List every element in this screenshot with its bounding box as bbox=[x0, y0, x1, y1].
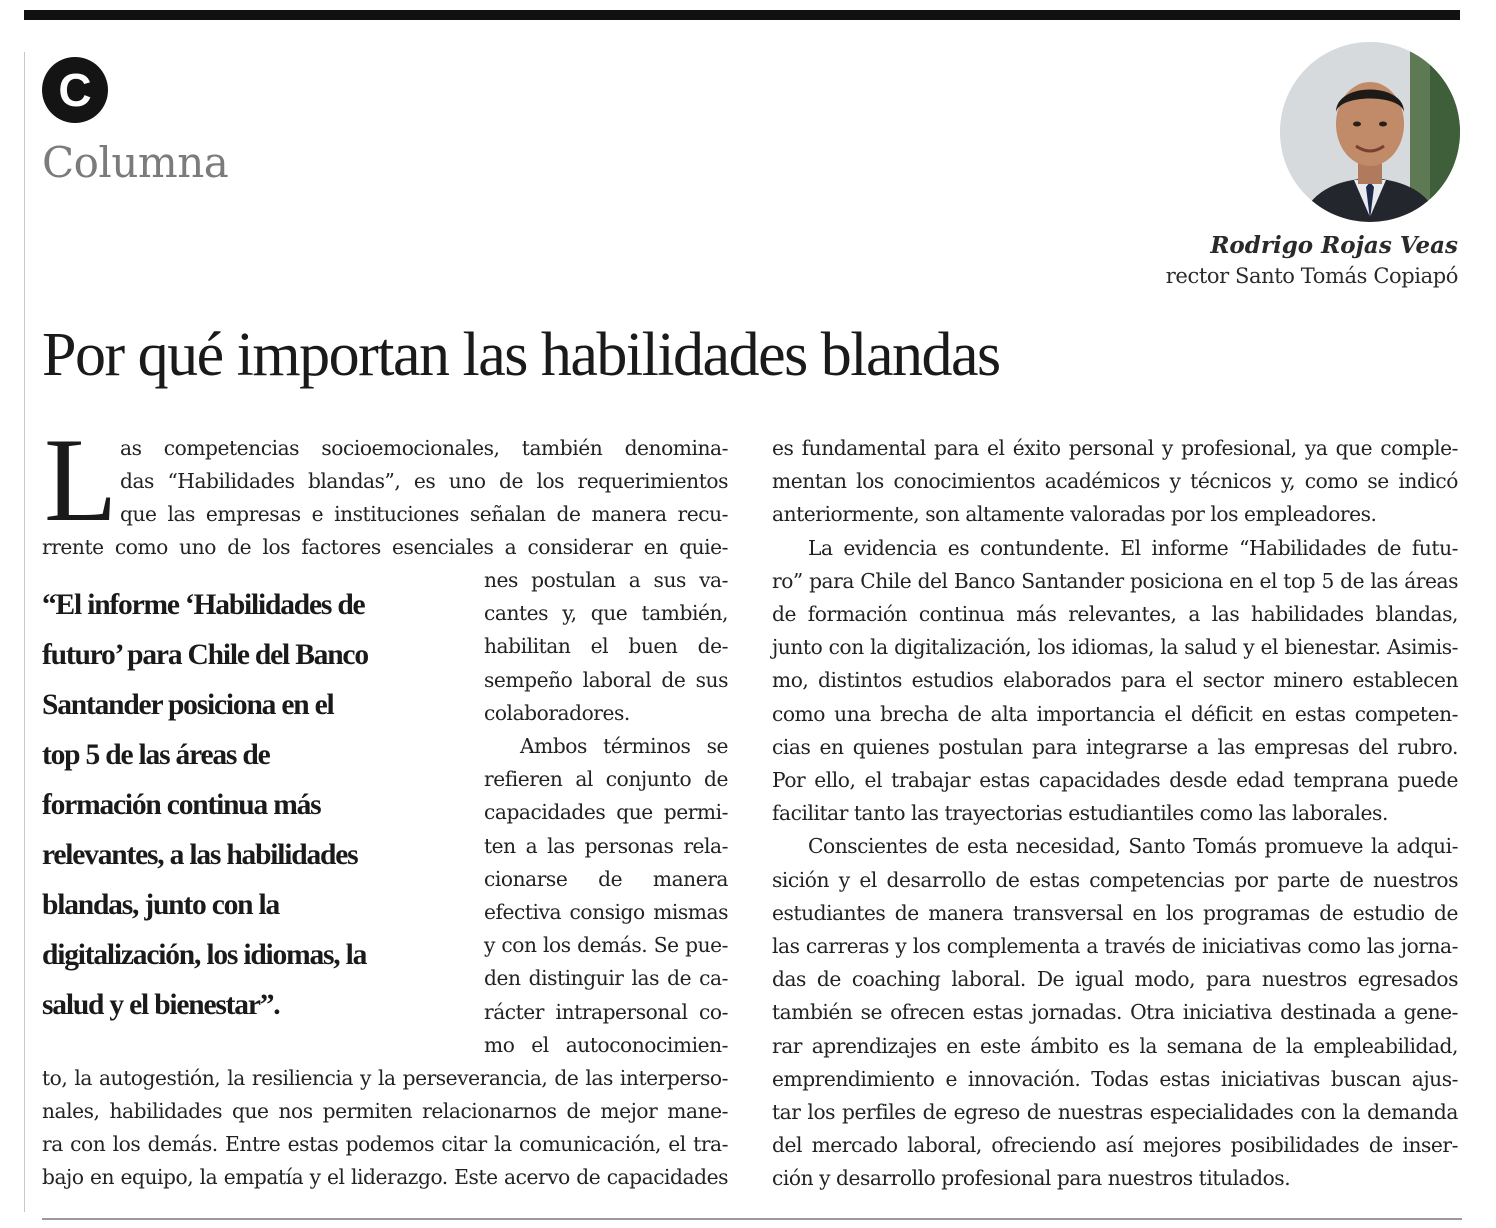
author-photo bbox=[1280, 42, 1460, 222]
article-headline: Por qué importan las habilidades blandas bbox=[42, 321, 1000, 389]
section-label: Columna bbox=[42, 138, 229, 187]
body-line: tar los perfiles de egreso de nuestras especialidades con la demanda bbox=[772, 1100, 1458, 1124]
body-line: ción y desarrollo profesional para nuestros titulados. bbox=[772, 1166, 1291, 1191]
body-line: mo, distintos estudios elaborados para el sector minero establecen bbox=[772, 668, 1458, 693]
section-badge: C bbox=[42, 57, 108, 123]
body-line: bajo en equipo, la empatía y el liderazgo. Este acervo de capacidades bbox=[42, 1165, 728, 1189]
body-line: nes postulan a sus va- bbox=[484, 568, 728, 592]
quote-line: top 5 de las áreas de bbox=[42, 739, 270, 771]
body-line: emprendimiento e innovación. Todas estas iniciativas buscan ajus- bbox=[772, 1066, 1458, 1091]
quote-line: relevantes, a las habilidades bbox=[42, 839, 358, 871]
body-line: junto con la digitalización, los idiomas, la salud y el bienestar. Asimis- bbox=[772, 635, 1458, 660]
body-line: facilitar tanto las trayectorias estudiantiles como las laborales. bbox=[772, 801, 1388, 826]
body-line: Por ello, el trabajar estas capacidades desde edad temprana puede bbox=[772, 768, 1458, 792]
body-line: y con los demás. Se pue- bbox=[484, 933, 728, 958]
body-line: las carreras y los complementa a través de iniciativas como las jorna- bbox=[772, 934, 1458, 958]
body-line: das “Habilidades blandas”, es uno de los requerimientos bbox=[120, 469, 728, 493]
body-line: cionarse de manera bbox=[484, 866, 728, 891]
body-line: mo el autoconocimien- bbox=[484, 1032, 728, 1057]
drop-cap: L bbox=[44, 413, 118, 546]
bottom-rule bbox=[42, 1218, 1462, 1220]
body-line: también se ofrecen estas jornadas. Otra iniciativa destinada a gene- bbox=[772, 1000, 1458, 1025]
top-rule bbox=[24, 10, 1460, 20]
author-name: Rodrigo Rojas Veas bbox=[1210, 232, 1458, 259]
left-margin-rule bbox=[24, 52, 25, 1212]
body-line: rrente como uno de los factores esenciales a considerar en quie- bbox=[42, 535, 728, 559]
quote-line: blandas, junto con la bbox=[42, 889, 280, 921]
body-line: refieren al conjunto de bbox=[484, 767, 728, 792]
body-line: as competencias socioemocionales, también denomina- bbox=[120, 436, 728, 460]
body-line: cias en quienes postulan para integrarse a las empresas del rubro. bbox=[772, 734, 1458, 759]
body-line: estudiantes de manera transversal en los programas de estudio de bbox=[772, 900, 1458, 925]
body-line: colaboradores. bbox=[484, 700, 630, 725]
body-line: es fundamental para el éxito personal y profesional, ya que comple- bbox=[772, 436, 1458, 460]
body-line: rar aprendizajes en este ámbito es la semana de la empleabilidad, bbox=[772, 1033, 1458, 1058]
body-line: habilitan el buen de- bbox=[484, 634, 728, 659]
body-line: Ambos términos se bbox=[520, 734, 728, 758]
body-line: sición y el desarrollo de estas competencias por parte de nuestros bbox=[772, 867, 1458, 892]
body-line: anteriormente, son altamente valoradas por los empleadores. bbox=[772, 502, 1377, 527]
body-line: nales, habilidades que nos permiten relacionarnos de mejor mane- bbox=[42, 1099, 728, 1123]
author-portrait-image bbox=[1280, 42, 1460, 222]
body-line: que las empresas e instituciones señalan de manera recu- bbox=[120, 502, 728, 526]
body-line: den distinguir las de ca- bbox=[484, 966, 728, 991]
body-line: mentan los conocimientos académicos y técnicos y, como se indicó bbox=[772, 469, 1458, 494]
quote-line: Santander posiciona en el bbox=[42, 689, 334, 721]
body-line: ro” para Chile del Banco Santander posiciona en el top 5 de las áreas bbox=[772, 568, 1458, 593]
quote-line: digitalización, los idiomas, la bbox=[42, 939, 367, 971]
body-line: rácter intrapersonal co- bbox=[484, 999, 728, 1024]
body-line: del mercado laboral, ofreciendo así mejores posibilidades de inser- bbox=[772, 1133, 1458, 1158]
body-line: ra con los demás. Entre estas podemos citar la comunicación, el tra- bbox=[42, 1132, 728, 1156]
body-line: Conscientes de esta necesidad, Santo Tomás promueve la adqui- bbox=[808, 834, 1458, 859]
body-line: das de coaching laboral. De igual modo, para nuestros egresados bbox=[772, 967, 1458, 992]
author-role: rector Santo Tomás Copiapó bbox=[1165, 264, 1458, 288]
quote-line: formación continua más bbox=[42, 789, 321, 821]
quote-line: futuro’ para Chile del Banco bbox=[42, 639, 368, 671]
body-line: to, la autogestión, la resiliencia y la perseverancia, de las interperso- bbox=[42, 1066, 728, 1090]
body-line: cantes y, que también, bbox=[484, 601, 728, 626]
body-line: sempeño laboral de sus bbox=[484, 667, 728, 692]
body-line: ten a las personas rela- bbox=[484, 833, 728, 858]
quote-line: “El informe ‘Habilidades de bbox=[42, 589, 365, 621]
body-line: efectiva consigo mismas bbox=[484, 900, 728, 924]
body-line: como una brecha de alta importancia el déficit en estas competen- bbox=[772, 701, 1458, 726]
body-line: de formación continua más relevantes, a las habilidades blandas, bbox=[772, 602, 1458, 626]
quote-line: salud y el bienestar”. bbox=[42, 989, 280, 1021]
body-line: La evidencia es contundente. El informe “Habilidades de futu- bbox=[808, 535, 1458, 560]
body-line: capacidades que permi- bbox=[484, 800, 728, 825]
